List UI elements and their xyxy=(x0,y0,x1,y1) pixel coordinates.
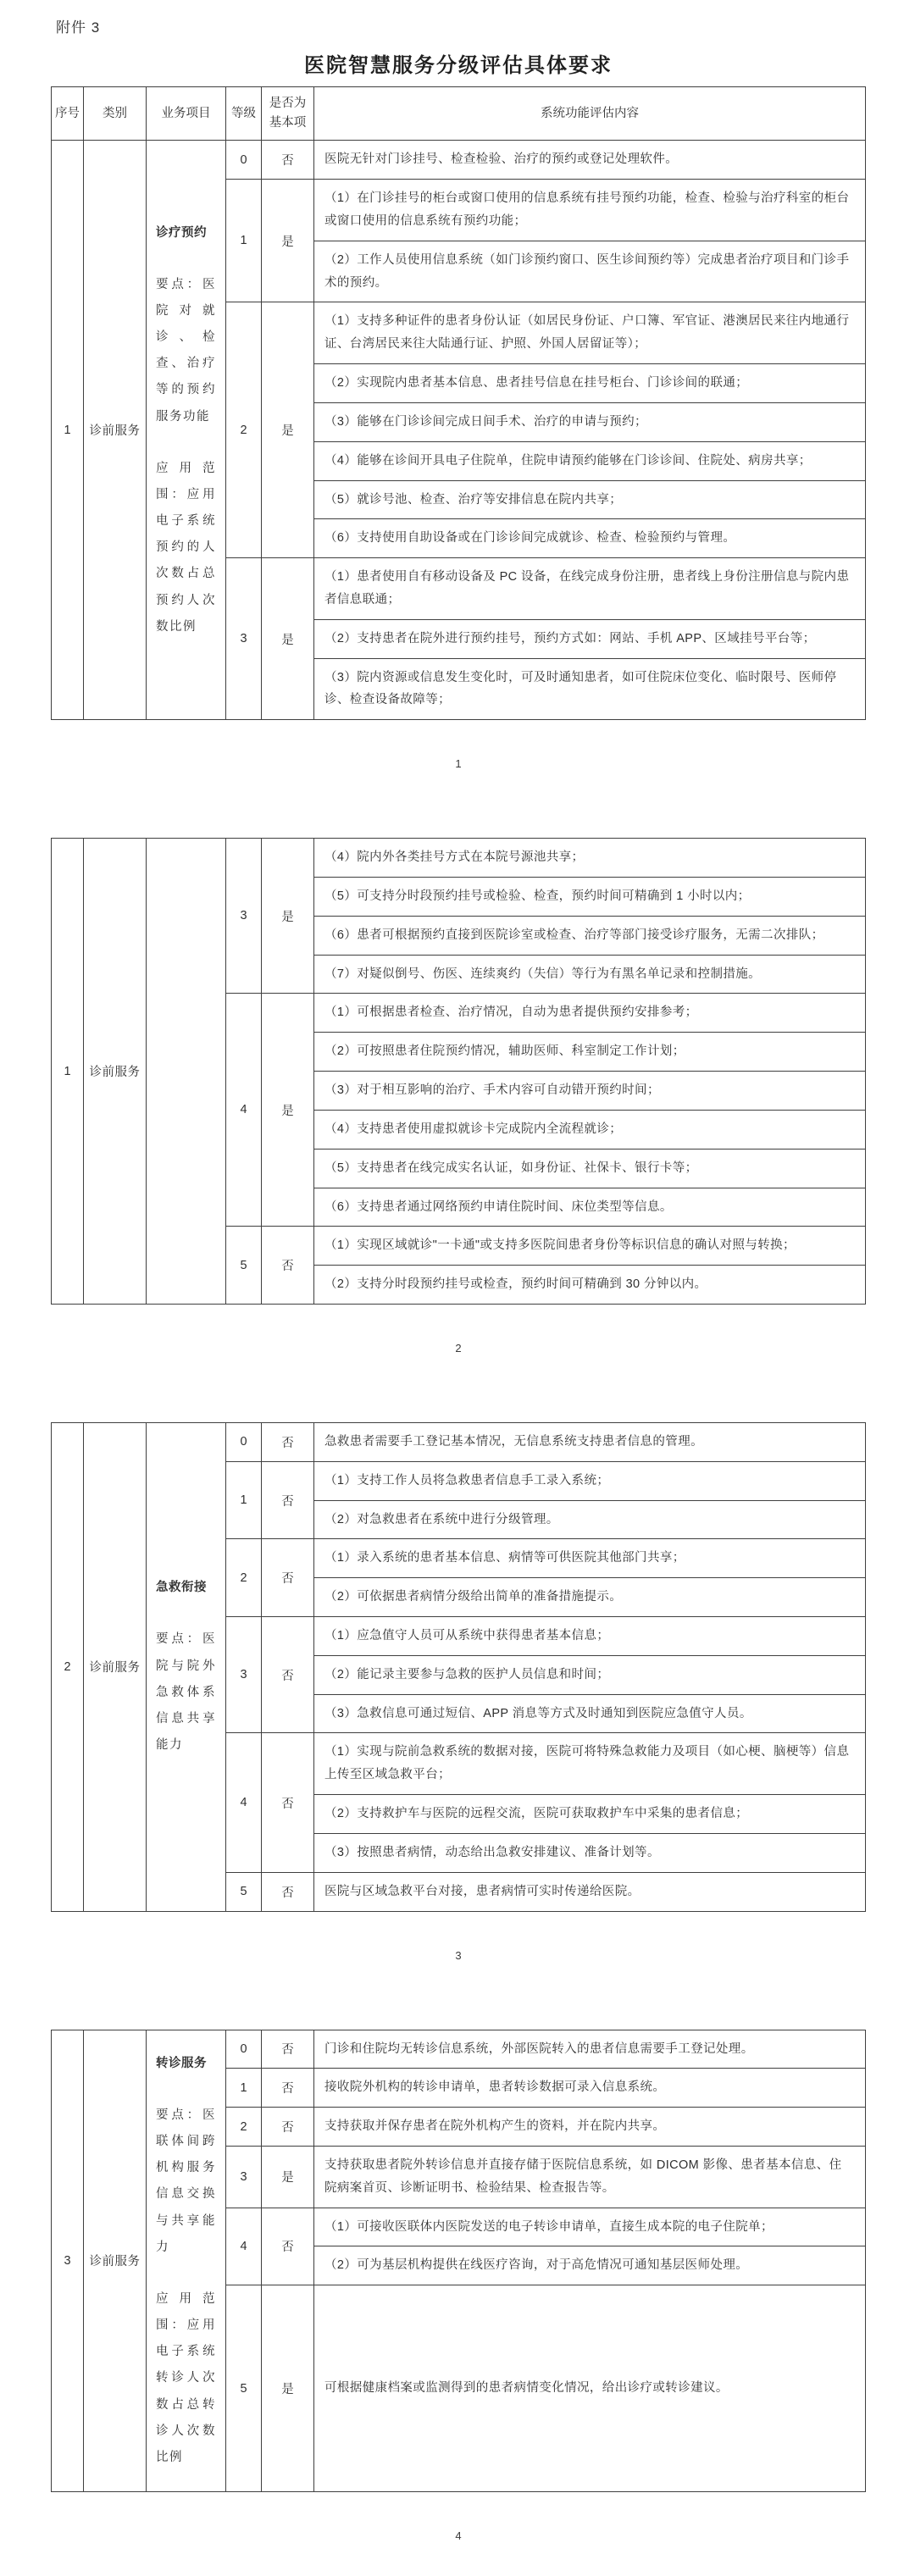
criteria-cell: （2）支持分时段预约挂号或检查，预约时间可精确到 30 分钟以内。 xyxy=(314,1266,866,1305)
criteria-cell: （1）支持工作人员将急救患者信息手工录入系统； xyxy=(314,1461,866,1500)
category-cell: 诊前服务 xyxy=(84,839,147,1305)
table-header-row xyxy=(52,87,866,141)
basic-flag-cell: 是 xyxy=(262,994,314,1227)
criteria-cell: （4）支持患者使用虚拟就诊卡完成院内全流程就诊； xyxy=(314,1110,866,1149)
project-name: 诊疗预约 xyxy=(156,225,207,240)
criteria-cell: 接收院外机构的转诊申请单，患者转诊数据可录入信息系统。 xyxy=(314,2069,866,2108)
page-number-2: 2 xyxy=(455,1341,462,1354)
category-cell: 诊前服务 xyxy=(84,141,147,720)
criteria-cell: （1）实现与院前急救系统的数据对接，医院可将特殊急救能力及项目（如心梗、脑梗等）信息上传至区域急救平台； xyxy=(314,1733,866,1795)
page-4 xyxy=(51,2030,866,2543)
criteria-cell: （1）支持多种证件的患者身份认证（如居民身份证、户口簿、军官证、港澳居民来往内地通行证、台湾居民来往大陆通行证、护照、外国人居留证等）； xyxy=(314,302,866,364)
criteria-cell: （3）按照患者病情，动态给出急救安排建议、准备计划等。 xyxy=(314,1833,866,1872)
level-cell: 4 xyxy=(226,994,262,1227)
level-cell: 4 xyxy=(226,1733,262,1872)
criteria-cell: （6）支持使用自助设备或在门诊诊间完成就诊、检查、检验预约与管理。 xyxy=(314,519,866,558)
level-cell: 2 xyxy=(226,1539,262,1617)
criteria-cell: （3）能够在门诊诊间完成日间手术、治疗的申请与预约； xyxy=(314,402,866,441)
header-project: 业务项目 xyxy=(147,87,226,141)
basic-flag-cell: 否 xyxy=(262,1227,314,1305)
evaluation-table-page-2 xyxy=(51,838,866,1305)
level-cell: 3 xyxy=(226,839,262,994)
criteria-cell: 支持获取并保存患者在院外机构产生的资料，并在院内共享。 xyxy=(314,2108,866,2147)
basic-flag-cell: 否 xyxy=(262,1461,314,1539)
page-number-1: 1 xyxy=(455,757,462,771)
basic-flag-cell: 否 xyxy=(262,1733,314,1872)
project-note: 应用范围：应用电子系统转诊人次数占总转诊人次数比例 xyxy=(156,2291,216,2464)
seq-cell: 1 xyxy=(52,141,84,720)
level-cell: 4 xyxy=(226,2208,262,2285)
level-cell: 3 xyxy=(226,558,262,720)
criteria-cell: （3）对于相互影响的治疗、手术内容可自动错开预约时间； xyxy=(314,1072,866,1111)
project-name: 急救衔接 xyxy=(156,1581,207,1595)
header-basic: 是否为基本项 xyxy=(262,87,314,141)
header-level: 等级 xyxy=(226,87,262,141)
category-cell: 诊前服务 xyxy=(84,2030,147,2492)
basic-flag-cell: 否 xyxy=(262,2108,314,2147)
project-note: 应用范围：应用电子系统预约的人次数占总预约人次数比例 xyxy=(156,461,216,634)
project-cell xyxy=(147,1422,226,1911)
basic-flag-cell: 是 xyxy=(262,558,314,720)
basic-flag-cell: 是 xyxy=(262,180,314,302)
criteria-cell: 可根据健康档案或监测得到的患者病情变化情况，给出诊疗或转诊建议。 xyxy=(314,2285,866,2492)
project-note: 要点：医院与院外急救体系信息共享能力 xyxy=(156,1632,216,1753)
basic-flag-cell: 是 xyxy=(262,2146,314,2208)
page-title: 医院智慧服务分级评估具体要求 xyxy=(304,54,613,77)
level-cell: 2 xyxy=(226,2108,262,2147)
level-cell: 0 xyxy=(226,1422,262,1461)
criteria-cell: （6）患者可根据预约直接到医院诊室或检查、治疗等部门接受诊疗服务，无需二次排队； xyxy=(314,916,866,955)
page-1 xyxy=(51,86,866,770)
level-cell: 5 xyxy=(226,1227,262,1305)
basic-flag-cell: 否 xyxy=(262,1872,314,1911)
header-content: 系统功能评估内容 xyxy=(314,87,866,141)
level-cell: 5 xyxy=(226,2285,262,2492)
table-row xyxy=(52,2030,866,2069)
criteria-cell: （2）能记录主要参与急救的医护人员信息和时间； xyxy=(314,1655,866,1694)
criteria-cell: 支持获取患者院外转诊信息并直接存储于医院信息系统，如 DICOM 影像、患者基本信息、住院病案首页、诊断证明书、检验结果、检查报告等。 xyxy=(314,2146,866,2208)
basic-flag-cell: 否 xyxy=(262,2030,314,2069)
level-cell: 1 xyxy=(226,180,262,302)
basic-flag-cell: 否 xyxy=(262,1539,314,1617)
criteria-cell: 急救患者需要手工登记基本情况，无信息系统支持患者信息的管理。 xyxy=(314,1422,866,1461)
basic-flag-cell: 否 xyxy=(262,2208,314,2285)
basic-flag-cell: 是 xyxy=(262,2285,314,2492)
criteria-cell: （3）院内资源或信息发生变化时，可及时通知患者，如可住院床位变化、临时限号、医师停诊、检查设备故障等； xyxy=(314,658,866,720)
criteria-cell: （1）录入系统的患者基本信息、病情等可供医院其他部门共享； xyxy=(314,1539,866,1578)
criteria-cell: （2）对急救患者在系统中进行分级管理。 xyxy=(314,1500,866,1539)
basic-flag-cell: 否 xyxy=(262,1422,314,1461)
criteria-cell: （1）在门诊挂号的柜台或窗口使用的信息系统有挂号预约功能，检查、检验与治疗科室的柜台或窗口使用的信息系统有预约功能； xyxy=(314,180,866,241)
evaluation-table-page-1 xyxy=(51,86,866,720)
criteria-cell: （2）可为基层机构提供在线医疗咨询，对于高危情况可通知基层医师处理。 xyxy=(314,2246,866,2285)
table-row xyxy=(52,141,866,180)
project-cell xyxy=(147,141,226,720)
criteria-cell: （2）可按照患者住院预约情况，辅助医师、科室制定工作计划； xyxy=(314,1033,866,1072)
page-number-3: 3 xyxy=(455,1948,462,1962)
project-note: 要点：医院对就诊、检查、治疗等的预约服务功能 xyxy=(156,277,216,424)
basic-flag-cell: 否 xyxy=(262,141,314,180)
criteria-cell: （2）实现院内患者基本信息、患者挂号信息在挂号柜台、门诊诊间的联通； xyxy=(314,364,866,403)
level-cell: 0 xyxy=(226,2030,262,2069)
criteria-cell: （3）急救信息可通过短信、APP 消息等方式及时通知到医院应急值守人员。 xyxy=(314,1694,866,1733)
basic-flag-cell: 否 xyxy=(262,1617,314,1733)
table-row xyxy=(52,839,866,878)
criteria-cell: （4）院内外各类挂号方式在本院号源池共享； xyxy=(314,839,866,878)
level-cell: 0 xyxy=(226,141,262,180)
criteria-cell: （1）应急值守人员可从系统中获得患者基本信息； xyxy=(314,1617,866,1656)
header-seq: 序号 xyxy=(52,87,84,141)
evaluation-table-page-3 xyxy=(51,1422,866,1912)
level-cell: 2 xyxy=(226,302,262,558)
basic-flag-cell: 否 xyxy=(262,2069,314,2108)
project-note: 要点：医联体间跨机构服务信息交换与共享能力 xyxy=(156,2108,216,2254)
page-3 xyxy=(51,1422,866,1962)
criteria-cell: （2）可依据患者病情分级给出简单的准备措施提示。 xyxy=(314,1578,866,1617)
criteria-cell: （5）就诊号池、检查、治疗等安排信息在院内共享； xyxy=(314,480,866,519)
basic-flag-cell: 是 xyxy=(262,839,314,994)
page-number-4: 4 xyxy=(455,2529,462,2543)
level-cell: 3 xyxy=(226,1617,262,1733)
level-cell: 1 xyxy=(226,2069,262,2108)
level-cell: 3 xyxy=(226,2146,262,2208)
criteria-cell: （4）能够在诊间开具电子住院单，住院申请预约能够在门诊诊间、住院处、病房共享； xyxy=(314,441,866,480)
table-row xyxy=(52,1422,866,1461)
seq-cell: 2 xyxy=(52,1422,84,1911)
attachment-label: 附件 3 xyxy=(56,19,101,36)
category-cell: 诊前服务 xyxy=(84,1422,147,1911)
criteria-cell: 门诊和住院均无转诊信息系统，外部医院转入的患者信息需要手工登记处理。 xyxy=(314,2030,866,2069)
criteria-cell: （5）支持患者在线完成实名认证，如身份证、社保卡、银行卡等； xyxy=(314,1149,866,1188)
evaluation-table-page-4 xyxy=(51,2030,866,2493)
criteria-cell: （5）可支持分时段预约挂号或检验、检查，预约时间可精确到 1 小时以内； xyxy=(314,878,866,917)
level-cell: 5 xyxy=(226,1872,262,1911)
header-category: 类别 xyxy=(84,87,147,141)
criteria-cell: 医院无针对门诊挂号、检查检验、治疗的预约或登记处理软件。 xyxy=(314,141,866,180)
criteria-cell: （2）支持患者在院外进行预约挂号，预约方式如：网站、手机 APP、区域挂号平台等； xyxy=(314,619,866,658)
basic-flag-cell: 是 xyxy=(262,302,314,558)
criteria-cell: （1）实现区域就诊"一卡通"或支持多医院间患者身份等标识信息的确认对照与转换； xyxy=(314,1227,866,1266)
criteria-cell: （2）支持救护车与医院的远程交流，医院可获取救护车中采集的患者信息； xyxy=(314,1795,866,1834)
project-name: 转诊服务 xyxy=(156,2056,207,2070)
seq-cell: 1 xyxy=(52,839,84,1305)
seq-cell: 3 xyxy=(52,2030,84,2492)
criteria-cell: 医院与区域急救平台对接，患者病情可实时传递给医院。 xyxy=(314,1872,866,1911)
project-cell xyxy=(147,2030,226,2492)
criteria-cell: （7）对疑似倒号、伤医、连续爽约（失信）等行为有黑名单记录和控制措施。 xyxy=(314,955,866,994)
criteria-cell: （1）可接收医联体内医院发送的电子转诊申请单，直接生成本院的电子住院单； xyxy=(314,2208,866,2246)
criteria-cell: （2）工作人员使用信息系统（如门诊预约窗口、医生诊间预约等）完成患者治疗项目和门诊手术的预约。 xyxy=(314,241,866,302)
criteria-cell: （6）支持患者通过网络预约申请住院时间、床位类型等信息。 xyxy=(314,1188,866,1227)
criteria-cell: （1）可根据患者检查、治疗情况，自动为患者提供预约安排参考； xyxy=(314,994,866,1033)
project-cell xyxy=(147,839,226,1305)
level-cell: 1 xyxy=(226,1461,262,1539)
criteria-cell: （1）患者使用自有移动设备及 PC 设备，在线完成身份注册，患者线上身份注册信息与院内患者信息联通； xyxy=(314,558,866,620)
page-2 xyxy=(51,838,866,1354)
